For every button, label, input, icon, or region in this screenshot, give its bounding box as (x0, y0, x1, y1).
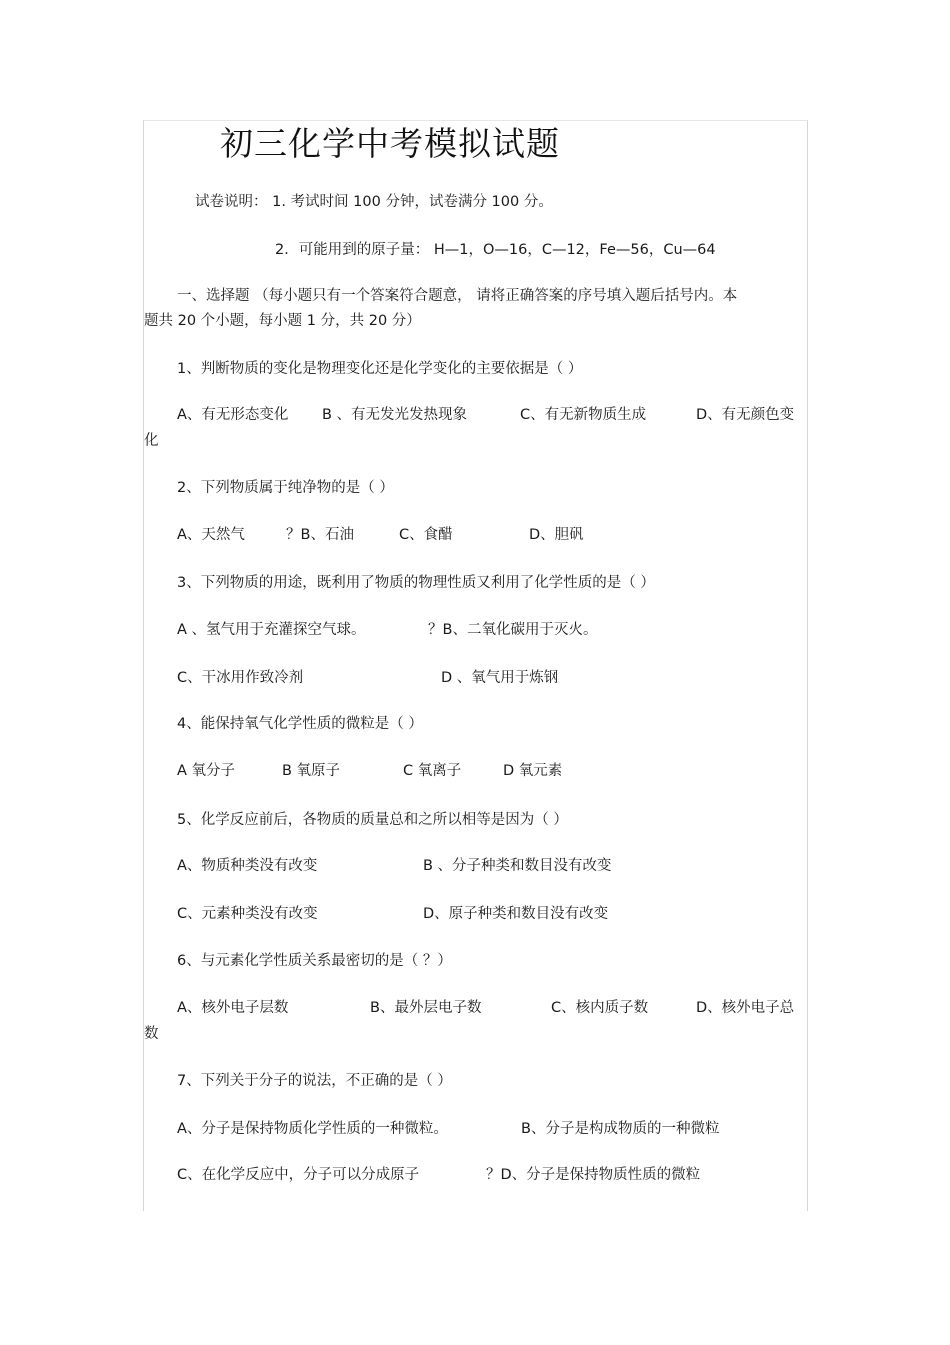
question-1-option-d: D、有无颜色变 (696, 407, 795, 423)
question-7-option-b: B、分子是构成物质的一种微粒 (521, 1121, 720, 1137)
question-3-stem: 3、下列物质的用途，既利用了物质的物理性质又利用了化学性质的是（ ） (177, 575, 655, 591)
question-7-option-d: ？D、分子是保持物质性质的微粒 (486, 1167, 701, 1183)
question-5-option-d: D、原子种类和数目没有改变 (423, 906, 609, 922)
question-4-option-d: D 氧元素 (503, 763, 563, 779)
question-7-option-c: C、在化学反应中，分子可以分成原子 (177, 1167, 420, 1183)
instructions-line-1: 试卷说明： 1. 考试时间 100 分钟，试卷满分 100 分。 (195, 194, 553, 210)
question-2-option-b: ？B、石油 (286, 527, 354, 543)
question-2-option-c: C、食醋 (399, 527, 453, 543)
question-6-option-d-wrap: 数 (144, 1026, 159, 1042)
section-heading: 一、选择题 （每小题只有一个答案符合题意， 请将正确答案的序号填入题后括号内。本 (177, 288, 738, 304)
question-4-stem: 4、能保持氧气化学性质的微粒是（ ） (177, 716, 423, 732)
question-1-stem: 1、判断物质的变化是物理变化还是化学变化的主要依据是（ ） (177, 361, 583, 377)
question-5-option-c: C、元素种类没有改变 (177, 906, 318, 922)
section-heading-continued: 题共 20 个小题，每小题 1 分，共 20 分） (144, 313, 421, 329)
question-5-stem: 5、化学反应前后，各物质的质量总和之所以相等是因为（ ） (177, 812, 568, 828)
instructions-line-2: 2．可能用到的原子量： H—1，O—16，C—12，Fe—56，Cu—64 (275, 242, 716, 258)
question-4-option-c: C 氧离子 (403, 763, 462, 779)
question-5-option-b: B 、分子种类和数目没有改变 (423, 858, 612, 874)
question-6-option-c: C、核内质子数 (551, 1000, 649, 1016)
question-6-option-b: B、最外层电子数 (370, 1000, 482, 1016)
question-1-option-b: B 、有无发光发热现象 (322, 407, 468, 423)
question-4-option-a: A 氧分子 (177, 763, 236, 779)
question-3-option-c: C、干冰用作致冷剂 (177, 670, 304, 686)
question-1-option-c: C、有无新物质生成 (520, 407, 647, 423)
page-title: 初三化学中考模拟试题 (220, 124, 560, 163)
page-frame (143, 120, 808, 1211)
question-3-option-d: D 、氧气用于炼钢 (441, 670, 559, 686)
question-2-option-d: D、胆矾 (529, 527, 584, 543)
question-3-option-a: A 、氢气用于充灌探空气球。 (177, 622, 366, 638)
question-1-option-a: A、有无形态变化 (177, 407, 289, 423)
question-7-option-a: A、分子是保持物质化学性质的一种微粒。 (177, 1121, 448, 1137)
question-4-option-b: B 氧原子 (282, 763, 341, 779)
question-7-stem: 7、下列关于分子的说法，不正确的是（ ） (177, 1073, 452, 1089)
question-2-stem: 2、下列物质属于纯净物的是（ ） (177, 480, 394, 496)
question-1-option-d-wrap: 化 (144, 433, 159, 449)
question-3-option-b: ？B、二氧化碳用于灭火。 (428, 622, 598, 638)
question-2-option-a: A、天然气 (177, 527, 245, 543)
question-5-option-a: A、物质种类没有改变 (177, 858, 318, 874)
question-6-option-d: D、核外电子总 (696, 1000, 795, 1016)
question-6-option-a: A、核外电子层数 (177, 1000, 289, 1016)
question-6-stem: 6、与元素化学性质关系最密切的是（ ？） (177, 953, 452, 969)
